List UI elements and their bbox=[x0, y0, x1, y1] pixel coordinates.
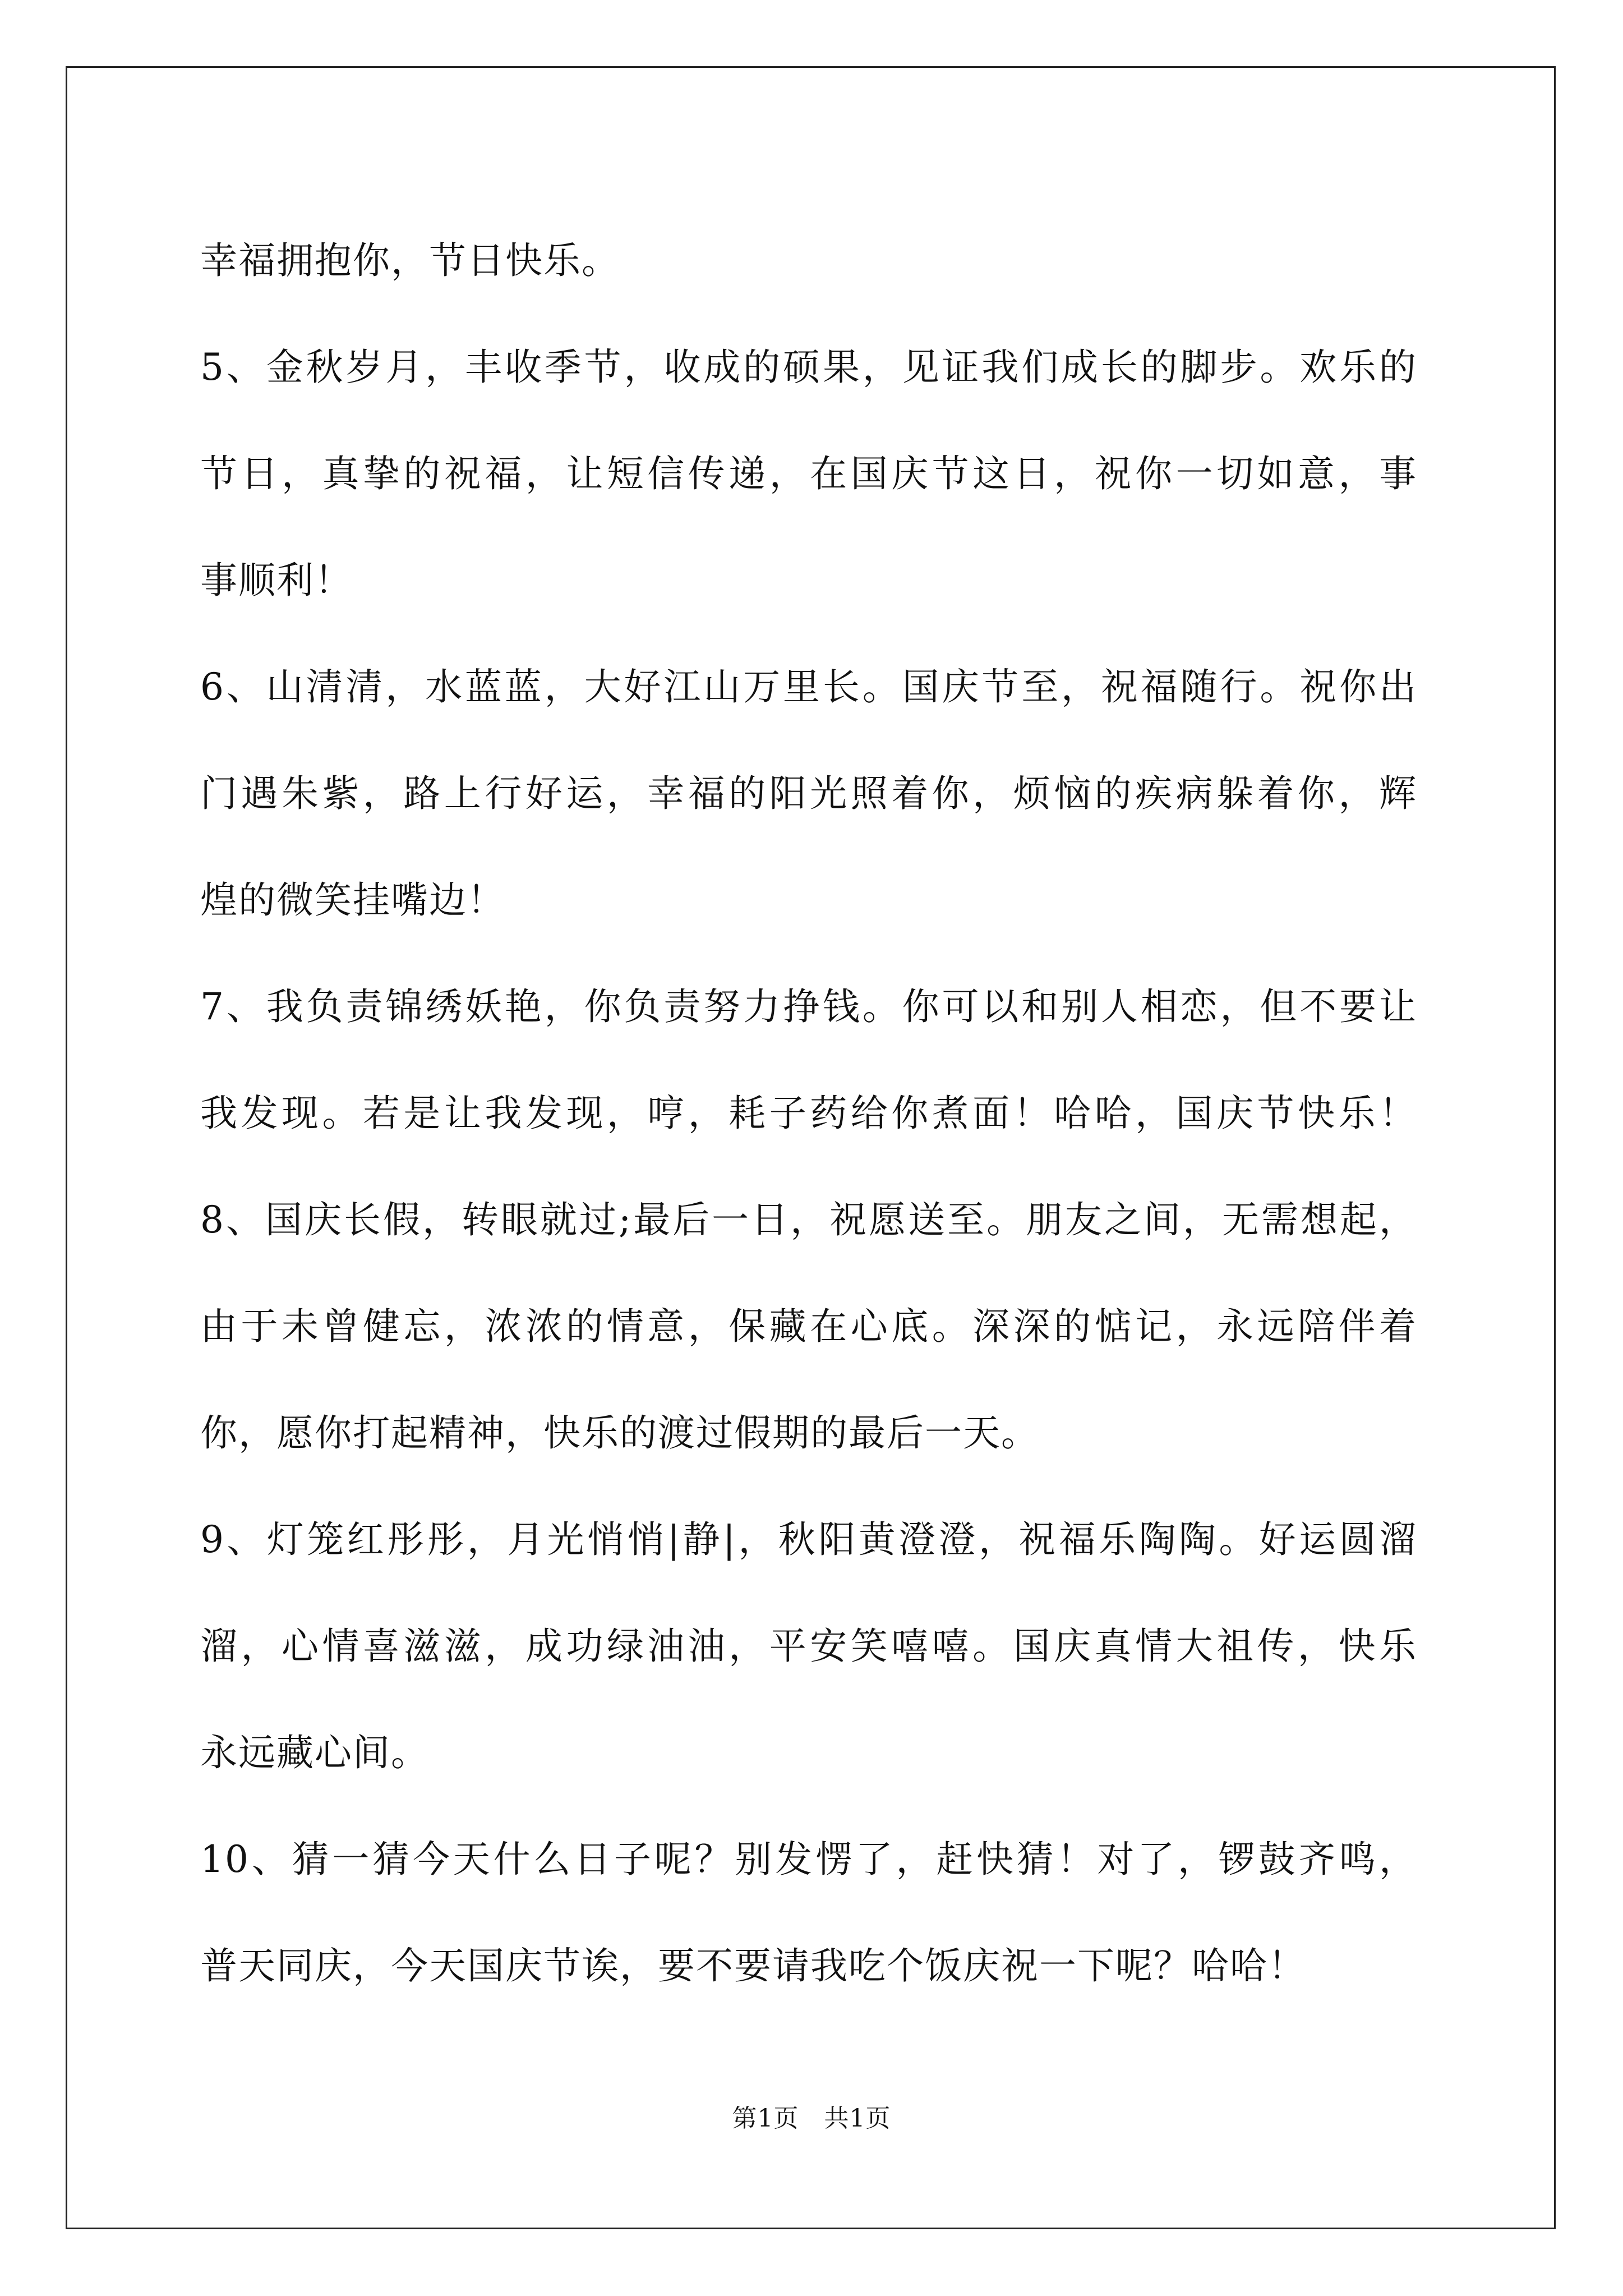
text-line: 永远藏心间。 bbox=[200, 1731, 429, 1774]
document-body bbox=[200, 208, 1417, 2019]
text-line: 我发现。若是让我发现，哼，耗子药给你煮面！哈哈，国庆节快乐！ bbox=[200, 1092, 1417, 1135]
text-line: 5、金秋岁月，丰收季节，收成的硕果，见证我们成长的脚步。欢乐的 bbox=[200, 346, 1417, 389]
text-line: 由于未曾健忘，浓浓的情意，保藏在心底。深深的惦记，永远陪伴着 bbox=[200, 1305, 1417, 1348]
text-line: 8、国庆长假，转眼就过;最后一日，祝愿送至。朋友之间，无需想起， bbox=[200, 1198, 1417, 1241]
text-line: 煌的微笑挂嘴边！ bbox=[200, 878, 505, 922]
text-line: 7、我负责锦绣妖艳，你负责努力挣钱。你可以和别人相恋，但不要让 bbox=[200, 985, 1417, 1028]
text-line: 溜，心情喜滋滋，成功绿油油，平安笑嘻嘻。国庆真情大祖传，快乐 bbox=[200, 1625, 1417, 1668]
text-line: 你，愿你打起精神，快乐的渡过假期的最后一天。 bbox=[200, 1411, 1039, 1455]
page-number-footer: 第1页 共1页 bbox=[732, 2104, 891, 2133]
text-line: 幸福拥抱你，节日快乐。 bbox=[200, 239, 620, 282]
text-line: 普天同庆，今天国庆节诶，要不要请我吃个饭庆祝一下呢？哈哈！ bbox=[200, 1944, 1306, 1987]
text-line: 10、猜一猜今天什么日子呢？别发愣了，赶快猜！对了，锣鼓齐鸣， bbox=[200, 1838, 1417, 1881]
text-line: 6、山清清，水蓝蓝，大好江山万里长。国庆节至，祝福随行。祝你出 bbox=[200, 665, 1417, 708]
text-line: 节日，真挚的祝福，让短信传递，在国庆节这日，祝你一切如意，事 bbox=[200, 452, 1417, 495]
text-line: 事顺利！ bbox=[200, 559, 353, 602]
text-line: 门遇朱紫，路上行好运，幸福的阳光照着你，烦恼的疾病躲着你，辉 bbox=[200, 772, 1417, 815]
text-line: 9、灯笼红彤彤，月光悄悄|静|，秋阳黄澄澄，祝福乐陶陶。好运圆溜 bbox=[200, 1518, 1417, 1561]
